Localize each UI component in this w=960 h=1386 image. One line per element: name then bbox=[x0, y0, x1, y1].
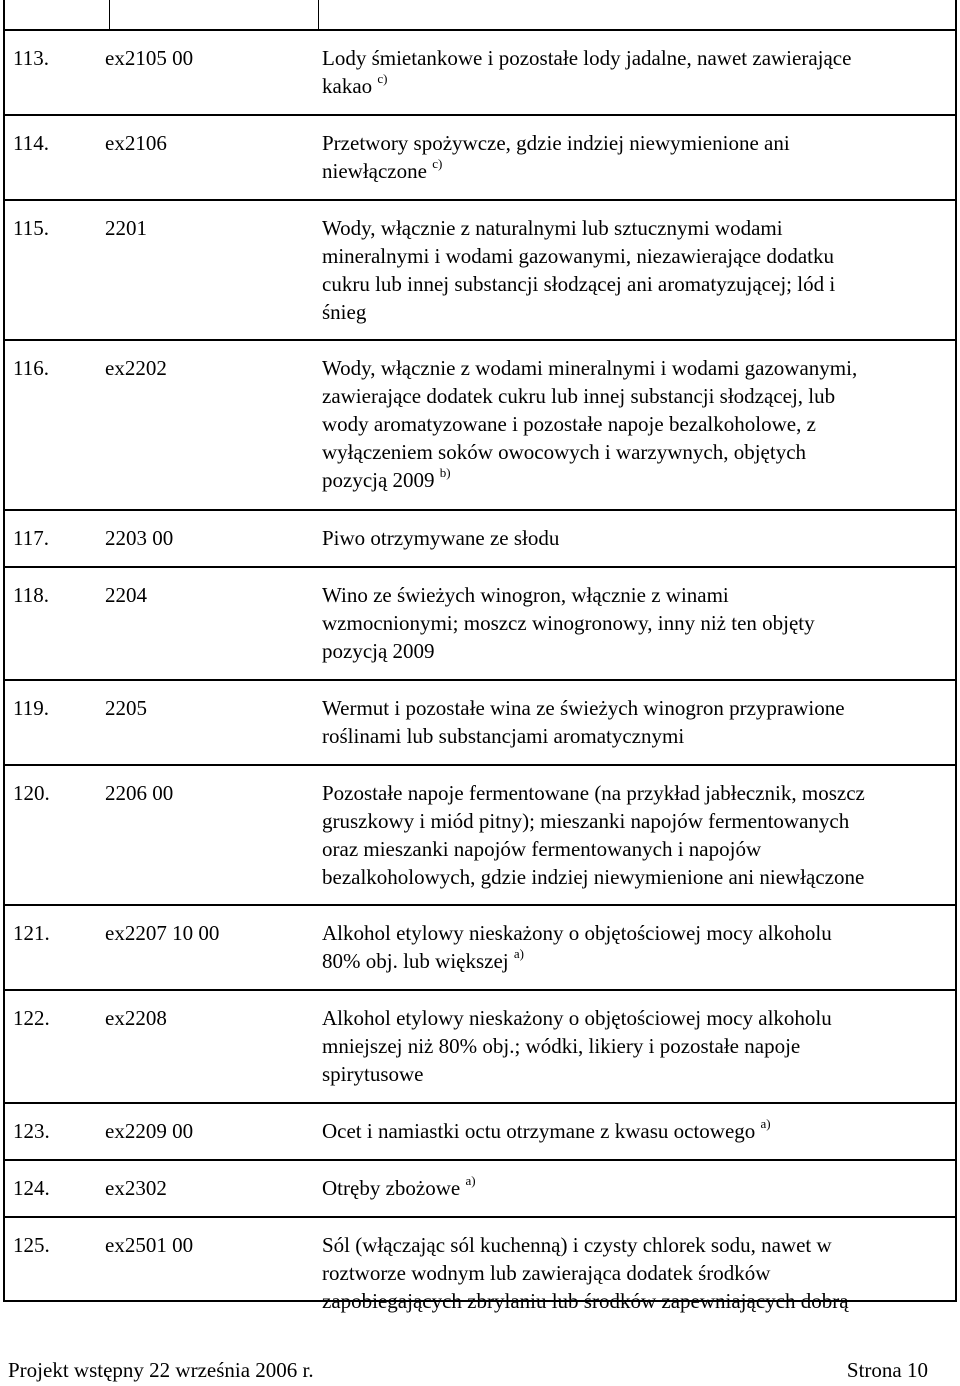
row-description bbox=[322, 1117, 771, 1145]
description-text: Sól (włączając sól kuchenną) i czysty chlorek sodu, nawet w bbox=[322, 1233, 832, 1257]
row-description bbox=[322, 129, 790, 185]
row-number: 122. bbox=[13, 1006, 50, 1030]
row-code: 2201 bbox=[105, 216, 147, 240]
description-text: śnieg bbox=[322, 300, 367, 324]
description-line bbox=[322, 270, 835, 298]
description-text: Wermut i pozostałe wina ze świeżych winogron przyprawione bbox=[322, 696, 845, 720]
row-code: 2205 bbox=[105, 696, 147, 720]
description-text: bezalkoholowych, gdzie indziej niewymienione ani niewłączone bbox=[322, 865, 865, 889]
row-description bbox=[322, 1231, 849, 1315]
row-description bbox=[322, 694, 845, 750]
description-text: Wino ze świeżych winogron, włącznie z winami bbox=[322, 583, 729, 607]
description-line bbox=[322, 807, 865, 835]
description-text: Przetwory spożywcze, gdzie indziej niewymienione ani bbox=[322, 131, 790, 155]
description-line bbox=[322, 1060, 832, 1088]
description-line bbox=[322, 609, 815, 637]
footnote-marker: c) bbox=[432, 156, 443, 171]
description-line bbox=[322, 1259, 849, 1287]
table-row bbox=[5, 509, 955, 566]
description-line bbox=[322, 1117, 771, 1145]
description-line bbox=[322, 242, 835, 270]
description-text: Alkohol etylowy nieskażony o objętościowej mocy alkoholu bbox=[322, 1006, 832, 1030]
table-row bbox=[5, 566, 955, 679]
row-number: 121. bbox=[13, 921, 50, 945]
row-description bbox=[322, 1174, 476, 1202]
description-line bbox=[322, 1287, 849, 1315]
description-line bbox=[322, 947, 832, 975]
footnote-marker: b) bbox=[439, 465, 451, 480]
row-code: 2206 00 bbox=[105, 781, 174, 805]
row-description bbox=[322, 524, 559, 552]
description-text: Alkohol etylowy nieskażony o objętościowej mocy alkoholu bbox=[322, 921, 832, 945]
table-row bbox=[5, 764, 955, 904]
table-row bbox=[5, 1102, 955, 1159]
description-line bbox=[322, 1174, 476, 1202]
description-line bbox=[322, 779, 865, 807]
table-row bbox=[5, 199, 955, 339]
description-line bbox=[322, 354, 857, 382]
description-text: Piwo otrzymywane ze słodu bbox=[322, 526, 560, 550]
row-code: ex2208 bbox=[105, 1006, 167, 1030]
description-text: oraz mieszanki napojów fermentowanych i napojów bbox=[322, 837, 762, 861]
footnote-marker: a) bbox=[760, 1116, 771, 1131]
table-row bbox=[5, 114, 955, 199]
column-divider bbox=[318, 0, 319, 30]
description-line bbox=[322, 72, 851, 100]
description-text: gruszkowy i miód pitny); mieszanki napojów fermentowanych bbox=[322, 809, 850, 833]
row-number: 124. bbox=[13, 1176, 50, 1200]
description-text: wody aromatyzowane i pozostałe napoje bezalkoholowe, z bbox=[322, 412, 816, 436]
description-line bbox=[322, 835, 865, 863]
row-number: 115. bbox=[13, 216, 49, 240]
description-line bbox=[322, 1032, 832, 1060]
description-text: niewłączone bbox=[322, 159, 427, 183]
row-code: ex2106 bbox=[105, 131, 167, 155]
description-text: wzmocnionymi; moszcz winogronowy, inny niż ten objęty bbox=[322, 611, 815, 635]
row-code: ex2105 00 bbox=[105, 46, 194, 70]
description-text: Pozostałe napoje fermentowane (na przykład jabłecznik, moszcz bbox=[322, 781, 865, 805]
row-description bbox=[322, 581, 815, 665]
row-code: ex2209 00 bbox=[105, 1119, 194, 1143]
description-line bbox=[322, 1004, 832, 1032]
row-description bbox=[322, 44, 851, 100]
description-text: Ocet i namiastki octu otrzymane z kwasu octowego bbox=[322, 1119, 756, 1143]
description-text: pozycją 2009 bbox=[322, 468, 435, 492]
row-code: 2204 bbox=[105, 583, 147, 607]
description-line bbox=[322, 298, 835, 326]
footnote-marker: c) bbox=[377, 71, 388, 86]
table-row bbox=[5, 1159, 955, 1216]
description-line bbox=[322, 524, 559, 552]
table-row bbox=[5, 904, 955, 989]
footer-date: Projekt wstępny 22 września 2006 r. bbox=[8, 1358, 314, 1382]
description-line bbox=[322, 919, 832, 947]
description-line bbox=[322, 157, 790, 185]
description-line bbox=[322, 694, 845, 722]
description-text: Wody, włącznie z wodami mineralnymi i wodami gazowanymi, bbox=[322, 356, 858, 380]
footer-page-number: Strona 10 bbox=[846, 1358, 928, 1382]
row-description bbox=[322, 214, 835, 326]
row-number: 114. bbox=[13, 131, 49, 155]
description-line bbox=[322, 863, 865, 891]
row-number: 118. bbox=[13, 583, 49, 607]
row-description bbox=[322, 779, 865, 891]
row-code: ex2202 bbox=[105, 356, 167, 380]
description-text: cukru lub innej substancji słodzącej ani aromatyzującej; lód i bbox=[322, 272, 836, 296]
description-text: pozycją 2009 bbox=[322, 639, 435, 663]
description-text: kakao bbox=[322, 74, 373, 98]
description-line bbox=[322, 581, 815, 609]
description-line bbox=[322, 1231, 849, 1259]
description-text: roślinami lub substancjami aromatycznymi bbox=[322, 724, 685, 748]
description-line bbox=[322, 438, 857, 466]
table-row bbox=[5, 339, 955, 509]
description-text: spirytusowe bbox=[322, 1062, 424, 1086]
description-text: zawierające dodatek cukru lub innej substancji słodzącej, lub bbox=[322, 384, 836, 408]
description-line bbox=[322, 382, 857, 410]
row-number: 125. bbox=[13, 1233, 50, 1257]
table-row bbox=[5, 989, 955, 1102]
description-text: Otręby zbożowe bbox=[322, 1176, 461, 1200]
description-line bbox=[322, 466, 857, 494]
description-line bbox=[322, 637, 815, 665]
row-number: 119. bbox=[13, 696, 49, 720]
description-line bbox=[322, 214, 835, 242]
row-description bbox=[322, 354, 857, 494]
row-description bbox=[322, 1004, 832, 1088]
row-code: ex2501 00 bbox=[105, 1233, 194, 1257]
description-text: wyłączeniem soków owocowych i warzywnych, objętych bbox=[322, 440, 807, 464]
description-text: zapobiegających zbrylaniu lub środków zapewniających dobrą bbox=[322, 1289, 849, 1313]
row-number: 113. bbox=[13, 46, 49, 70]
row-number: 123. bbox=[13, 1119, 50, 1143]
description-text: mniejszej niż 80% obj.; wódki, likiery i pozostałe napoje bbox=[322, 1034, 801, 1058]
row-code: ex2302 bbox=[105, 1176, 167, 1200]
row-code: 2203 00 bbox=[105, 526, 174, 550]
column-divider bbox=[109, 0, 110, 30]
table-row bbox=[5, 679, 955, 764]
description-line bbox=[322, 129, 790, 157]
table-row bbox=[5, 29, 955, 114]
footnote-marker: a) bbox=[465, 1173, 476, 1188]
tariff-table bbox=[3, 0, 957, 1313]
description-line bbox=[322, 410, 857, 438]
row-number: 116. bbox=[13, 356, 49, 380]
description-line bbox=[322, 722, 845, 750]
table-row bbox=[5, 1216, 955, 1313]
row-number: 120. bbox=[13, 781, 50, 805]
row-number: 117. bbox=[13, 526, 49, 550]
description-text: mineralnymi i wodami gazowanymi, niezawierające dodatku bbox=[322, 244, 834, 268]
footnote-marker: a) bbox=[513, 946, 524, 961]
description-text: roztworze wodnym lub zawierająca dodatek środków bbox=[322, 1261, 771, 1285]
description-text: Wody, włącznie z naturalnymi lub sztucznymi wodami bbox=[322, 216, 783, 240]
row-description bbox=[322, 919, 832, 975]
description-text: 80% obj. lub większej bbox=[322, 949, 509, 973]
description-text: Lody śmietankowe i pozostałe lody jadalne, nawet zawierające bbox=[322, 46, 852, 70]
description-line bbox=[322, 44, 851, 72]
row-code: ex2207 10 00 bbox=[105, 921, 220, 945]
